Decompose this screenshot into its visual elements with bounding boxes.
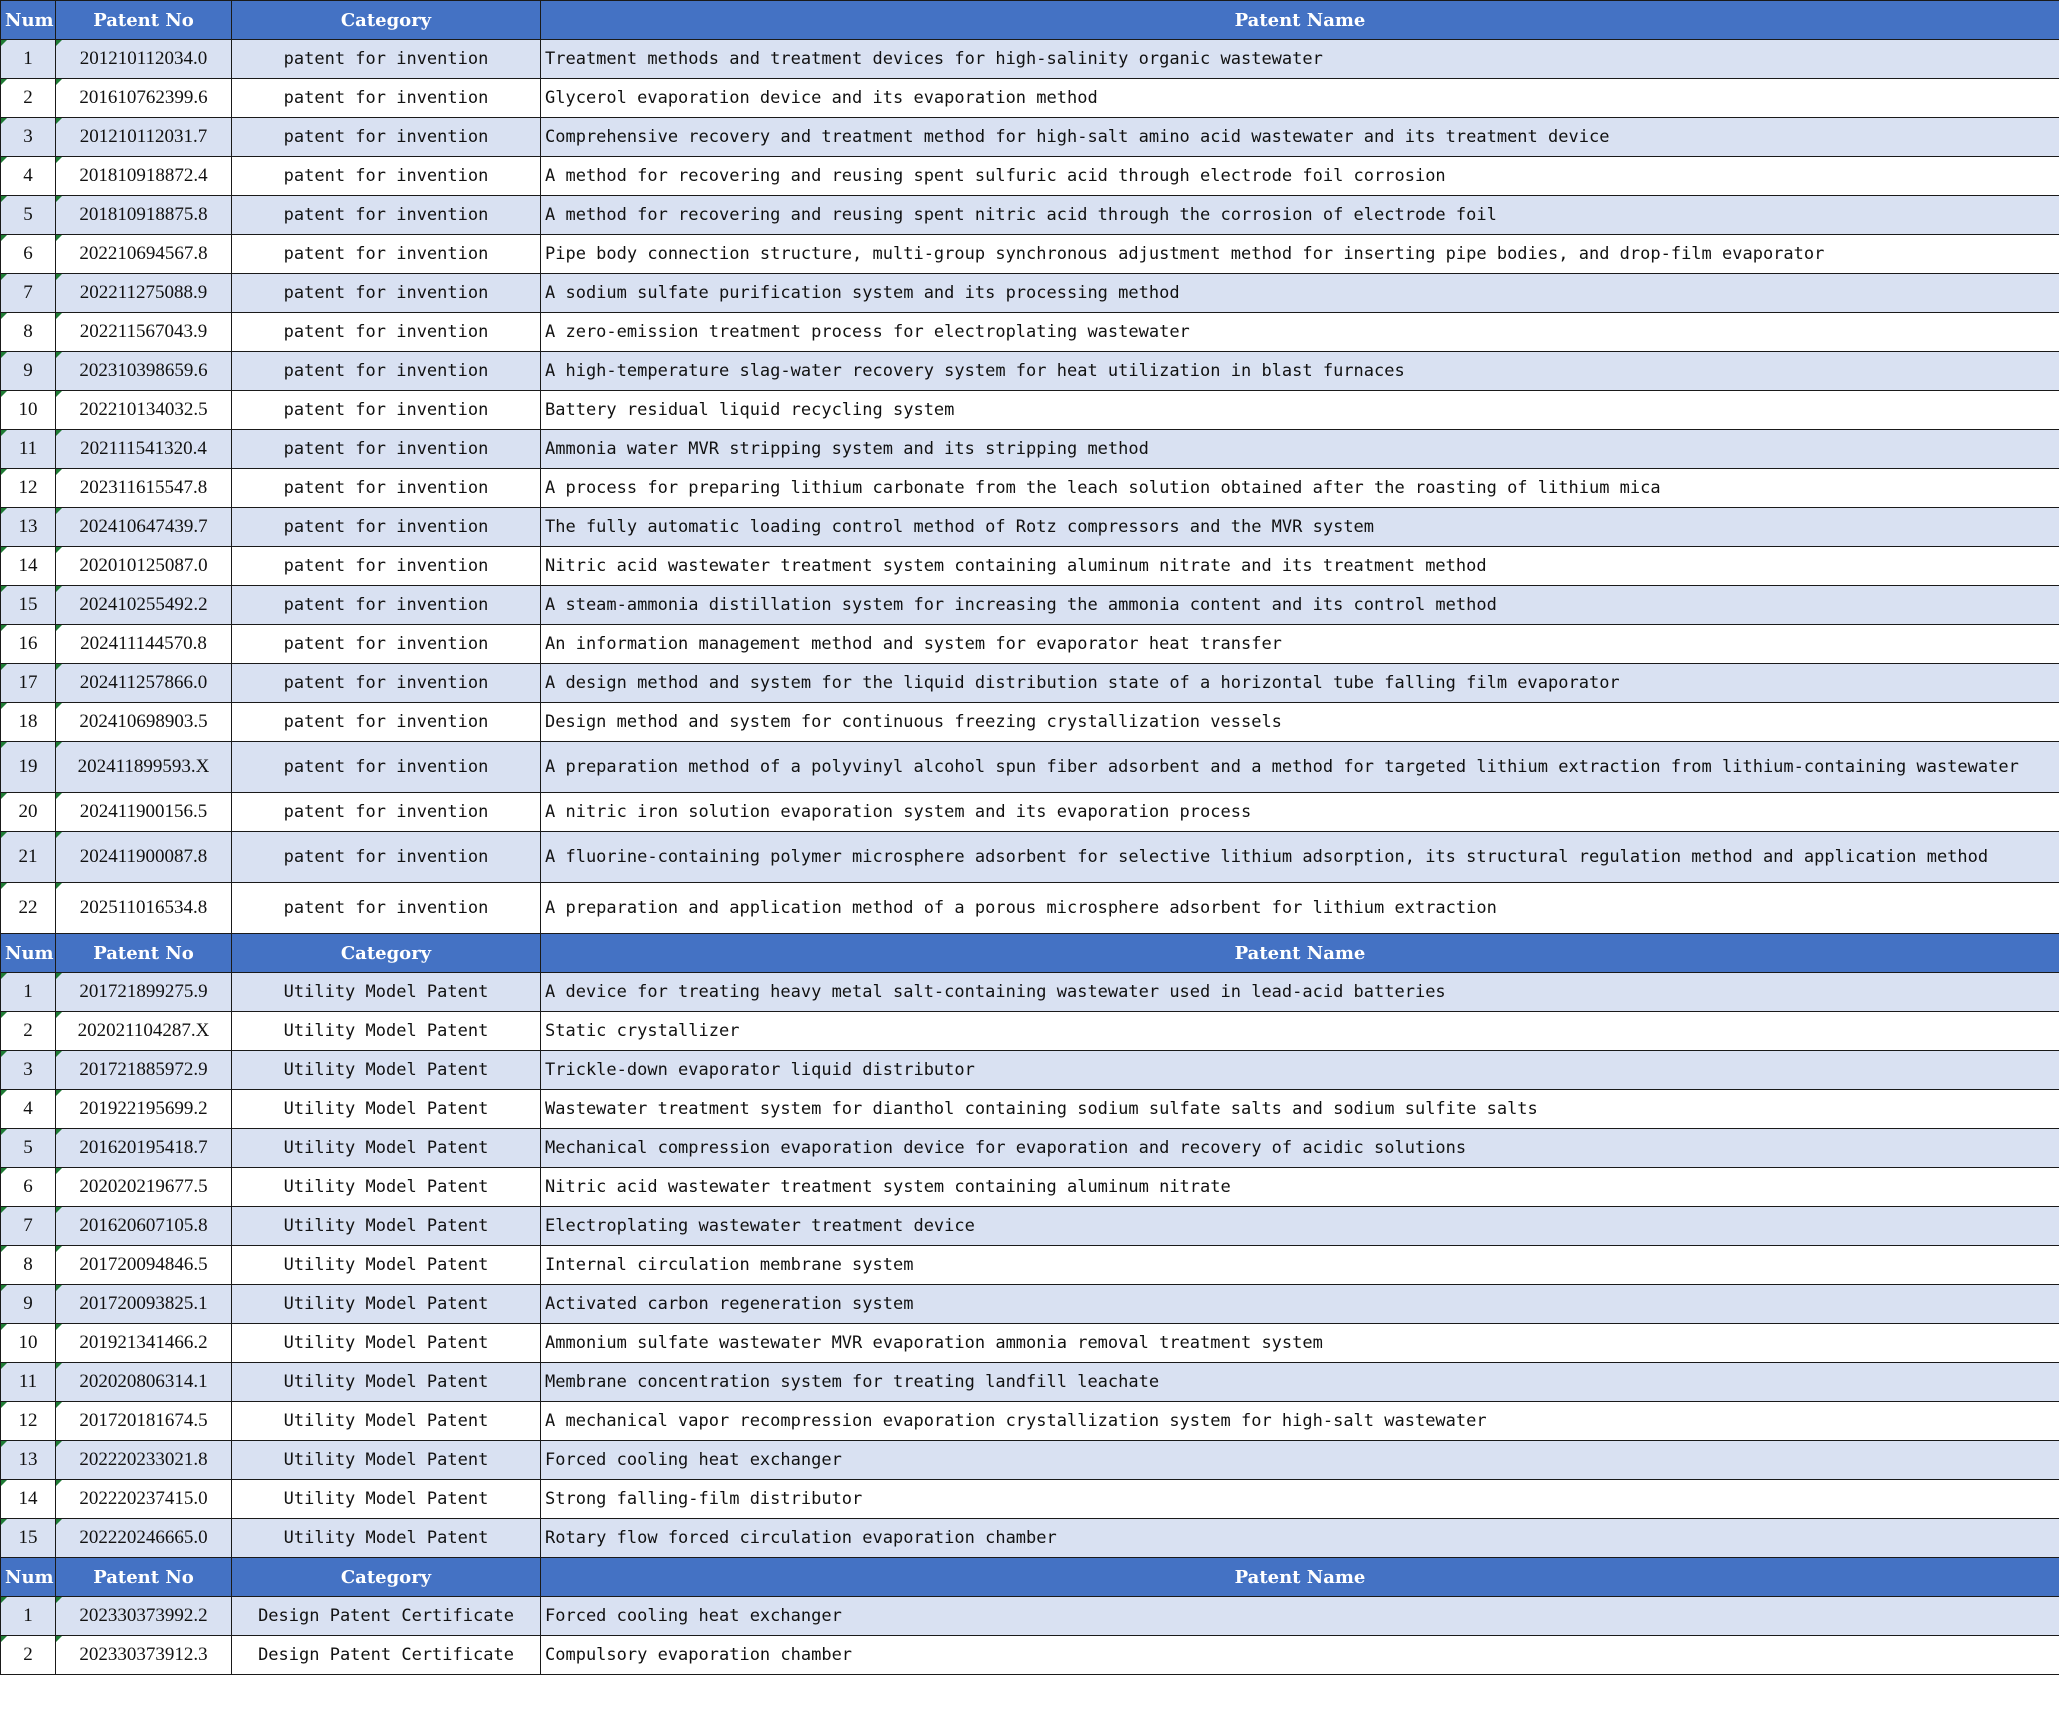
cell-num[interactable]: 11 (1, 430, 56, 469)
table-row[interactable] (1, 1285, 2059, 1324)
cell-category[interactable]: patent for invention (232, 157, 541, 196)
table-row[interactable] (1, 1207, 2059, 1246)
cell-num[interactable]: 19 (1, 742, 56, 793)
cell-category[interactable]: patent for invention (232, 469, 541, 508)
cell-patent-no[interactable]: 202410647439.7 (56, 508, 232, 547)
cell-num[interactable]: 21 (1, 832, 56, 883)
table-header-row (1, 1558, 2059, 1597)
cell-name[interactable]: Membrane concentration system for treating landfill leachate (541, 1363, 2059, 1402)
cell-name[interactable]: A fluorine-containing polymer microsphere adsorbent for selective lithium adsorption, its structural regulation method and application method (541, 832, 2059, 883)
cell-name[interactable]: A nitric iron solution evaporation system and its evaporation process (541, 793, 2059, 832)
table-row[interactable] (1, 235, 2059, 274)
table-row[interactable] (1, 352, 2059, 391)
cell-name[interactable]: Ammonia water MVR stripping system and its stripping method (541, 430, 2059, 469)
column-header-name[interactable]: Patent Name (541, 1, 2059, 40)
cell-patent-no[interactable]: 202411899593.X (56, 742, 232, 793)
cell-category[interactable]: Utility Model Patent (232, 1480, 541, 1519)
cell-category[interactable]: patent for invention (232, 196, 541, 235)
cell-num[interactable]: 7 (1, 274, 56, 313)
cell-name[interactable]: Rotary flow forced circulation evaporation chamber (541, 1519, 2059, 1558)
cell-category[interactable]: Design Patent Certificate (232, 1636, 541, 1675)
cell-patent-no[interactable]: 202020219677.5 (56, 1168, 232, 1207)
cell-num[interactable]: 5 (1, 196, 56, 235)
cell-num[interactable]: 1 (1, 973, 56, 1012)
column-header-category[interactable]: Category (232, 1558, 541, 1597)
cell-name[interactable]: A device for treating heavy metal salt-containing wastewater used in lead-acid batteries (541, 973, 2059, 1012)
cell-num[interactable]: 10 (1, 1324, 56, 1363)
cell-category[interactable]: Utility Model Patent (232, 1129, 541, 1168)
cell-patent-no[interactable]: 202311615547.8 (56, 469, 232, 508)
cell-patent-no[interactable]: 201620195418.7 (56, 1129, 232, 1168)
cell-category[interactable]: patent for invention (232, 391, 541, 430)
cell-category[interactable]: patent for invention (232, 883, 541, 934)
cell-name[interactable]: A method for recovering and reusing spent sulfuric acid through electrode foil corrosion (541, 157, 2059, 196)
cell-name[interactable]: Nitric acid wastewater treatment system containing aluminum nitrate and its treatment method (541, 547, 2059, 586)
cell-category[interactable]: patent for invention (232, 313, 541, 352)
cell-num[interactable]: 8 (1, 313, 56, 352)
cell-name[interactable]: Forced cooling heat exchanger (541, 1597, 2059, 1636)
cell-name[interactable]: A preparation and application method of a porous microsphere adsorbent for lithium extraction (541, 883, 2059, 934)
cell-name[interactable]: Compulsory evaporation chamber (541, 1636, 2059, 1675)
cell-name[interactable]: Electroplating wastewater treatment device (541, 1207, 2059, 1246)
table-header-row (1, 1, 2059, 40)
cell-patent-no[interactable]: 202021104287.X (56, 1012, 232, 1051)
cell-name[interactable]: The fully automatic loading control method of Rotz compressors and the MVR system (541, 508, 2059, 547)
cell-patent-no[interactable]: 201810918875.8 (56, 196, 232, 235)
table-row[interactable] (1, 547, 2059, 586)
cell-name[interactable]: A design method and system for the liquid distribution state of a horizontal tube falling film evaporator (541, 664, 2059, 703)
cell-category[interactable]: patent for invention (232, 274, 541, 313)
cell-patent-no[interactable]: 201210112031.7 (56, 118, 232, 157)
cell-category[interactable]: Utility Model Patent (232, 1519, 541, 1558)
cell-num[interactable]: 15 (1, 1519, 56, 1558)
table-row[interactable] (1, 40, 2059, 79)
cell-category[interactable]: patent for invention (232, 742, 541, 793)
cell-category[interactable]: patent for invention (232, 508, 541, 547)
cell-category[interactable]: Utility Model Patent (232, 1324, 541, 1363)
cell-num[interactable]: 10 (1, 391, 56, 430)
cell-num[interactable]: 6 (1, 235, 56, 274)
cell-patent-no[interactable]: 202210694567.8 (56, 235, 232, 274)
table-row[interactable] (1, 742, 2059, 793)
cell-category[interactable]: patent for invention (232, 352, 541, 391)
cell-patent-no[interactable]: 202410255492.2 (56, 586, 232, 625)
table-row[interactable] (1, 313, 2059, 352)
cell-num[interactable]: 2 (1, 79, 56, 118)
cell-patent-no[interactable]: 201810918872.4 (56, 157, 232, 196)
cell-category[interactable]: patent for invention (232, 430, 541, 469)
cell-num[interactable]: 18 (1, 703, 56, 742)
cell-num[interactable]: 8 (1, 1246, 56, 1285)
cell-patent-no[interactable]: 201720094846.5 (56, 1246, 232, 1285)
cell-patent-no[interactable]: 202411257866.0 (56, 664, 232, 703)
cell-category[interactable]: Utility Model Patent (232, 1441, 541, 1480)
cell-category[interactable]: Utility Model Patent (232, 1285, 541, 1324)
column-header-name[interactable]: Patent Name (541, 1558, 2059, 1597)
table-row[interactable] (1, 883, 2059, 934)
table-row[interactable] (1, 703, 2059, 742)
table-row[interactable] (1, 1168, 2059, 1207)
cell-num[interactable]: 4 (1, 157, 56, 196)
cell-patent-no[interactable]: 202330373992.2 (56, 1597, 232, 1636)
table-row[interactable] (1, 508, 2059, 547)
cell-name[interactable]: A steam-ammonia distillation system for increasing the ammonia content and its control method (541, 586, 2059, 625)
cell-num[interactable]: 16 (1, 625, 56, 664)
table-row[interactable] (1, 469, 2059, 508)
cell-name[interactable]: Design method and system for continuous freezing crystallization vessels (541, 703, 2059, 742)
cell-num[interactable]: 13 (1, 508, 56, 547)
cell-num[interactable]: 9 (1, 352, 56, 391)
cell-category[interactable]: patent for invention (232, 586, 541, 625)
column-header-patent-no[interactable]: Patent No (56, 934, 232, 973)
column-header-name[interactable]: Patent Name (541, 934, 2059, 973)
cell-name[interactable]: Mechanical compression evaporation device for evaporation and recovery of acidic solutions (541, 1129, 2059, 1168)
cell-category[interactable]: patent for invention (232, 40, 541, 79)
cell-category[interactable]: patent for invention (232, 235, 541, 274)
cell-category[interactable]: patent for invention (232, 703, 541, 742)
table-row[interactable] (1, 1441, 2059, 1480)
cell-name[interactable]: A mechanical vapor recompression evaporation crystallization system for high-salt wastewater (541, 1402, 2059, 1441)
cell-num[interactable]: 4 (1, 1090, 56, 1129)
cell-num[interactable]: 7 (1, 1207, 56, 1246)
cell-num[interactable]: 12 (1, 1402, 56, 1441)
cell-num[interactable]: 1 (1, 40, 56, 79)
cell-name[interactable]: Comprehensive recovery and treatment method for high-salt amino acid wastewater and its treatment device (541, 118, 2059, 157)
table-row[interactable] (1, 1090, 2059, 1129)
column-header-patent-no[interactable]: Patent No (56, 1, 232, 40)
cell-category[interactable]: Design Patent Certificate (232, 1597, 541, 1636)
cell-patent-no[interactable]: 202211567043.9 (56, 313, 232, 352)
cell-category[interactable]: Utility Model Patent (232, 1246, 541, 1285)
cell-category[interactable]: patent for invention (232, 664, 541, 703)
cell-name[interactable]: Pipe body connection structure, multi-group synchronous adjustment method for inserting pipe bodies, and drop-film evaporator (541, 235, 2059, 274)
cell-category[interactable]: patent for invention (232, 79, 541, 118)
table-row[interactable] (1, 1519, 2059, 1558)
cell-patent-no[interactable]: 202220237415.0 (56, 1480, 232, 1519)
table-row[interactable] (1, 79, 2059, 118)
cell-num[interactable]: 12 (1, 469, 56, 508)
cell-name[interactable]: A preparation method of a polyvinyl alcohol spun fiber adsorbent and a method for targeted lithium extraction from lithium-containing wastewater (541, 742, 2059, 793)
table-row[interactable] (1, 1363, 2059, 1402)
column-header-category[interactable]: Category (232, 934, 541, 973)
cell-patent-no[interactable]: 202411144570.8 (56, 625, 232, 664)
cell-category[interactable]: Utility Model Patent (232, 1207, 541, 1246)
cell-patent-no[interactable]: 202210134032.5 (56, 391, 232, 430)
cell-name[interactable]: Treatment methods and treatment devices for high-salinity organic wastewater (541, 40, 2059, 79)
cell-patent-no[interactable]: 202410698903.5 (56, 703, 232, 742)
cell-patent-no[interactable]: 201720181674.5 (56, 1402, 232, 1441)
patent-table-body (1, 1, 2059, 1675)
cell-name[interactable]: Forced cooling heat exchanger (541, 1441, 2059, 1480)
cell-num[interactable]: 3 (1, 1051, 56, 1090)
cell-category[interactable]: Utility Model Patent (232, 1051, 541, 1090)
cell-num[interactable]: 6 (1, 1168, 56, 1207)
cell-patent-no[interactable]: 201210112034.0 (56, 40, 232, 79)
cell-name[interactable]: Nitric acid wastewater treatment system containing aluminum nitrate (541, 1168, 2059, 1207)
cell-patent-no[interactable]: 202010125087.0 (56, 547, 232, 586)
cell-num[interactable]: 20 (1, 793, 56, 832)
table-header-row (1, 934, 2059, 973)
cell-patent-no[interactable]: 201610762399.6 (56, 79, 232, 118)
cell-name[interactable]: An information management method and system for evaporator heat transfer (541, 625, 2059, 664)
cell-category[interactable]: patent for invention (232, 793, 541, 832)
cell-category[interactable]: Utility Model Patent (232, 1090, 541, 1129)
table-row[interactable] (1, 625, 2059, 664)
table-row[interactable] (1, 1597, 2059, 1636)
table-row[interactable] (1, 196, 2059, 235)
table-row[interactable] (1, 1636, 2059, 1675)
table-row[interactable] (1, 118, 2059, 157)
cell-patent-no[interactable]: 202310398659.6 (56, 352, 232, 391)
cell-name[interactable]: Wastewater treatment system for dianthol containing sodium sulfate salts and sodium sulfite salts (541, 1090, 2059, 1129)
table-row[interactable] (1, 274, 2059, 313)
cell-name[interactable]: Internal circulation membrane system (541, 1246, 2059, 1285)
cell-category[interactable]: patent for invention (232, 832, 541, 883)
table-row[interactable] (1, 664, 2059, 703)
cell-name[interactable]: Trickle-down evaporator liquid distributor (541, 1051, 2059, 1090)
cell-category[interactable]: Utility Model Patent (232, 1363, 541, 1402)
table-row[interactable] (1, 832, 2059, 883)
cell-patent-no[interactable]: 202020806314.1 (56, 1363, 232, 1402)
cell-num[interactable]: 15 (1, 586, 56, 625)
cell-name[interactable]: Ammonium sulfate wastewater MVR evaporation ammonia removal treatment system (541, 1324, 2059, 1363)
cell-patent-no[interactable]: 201620607105.8 (56, 1207, 232, 1246)
cell-num[interactable]: 1 (1, 1597, 56, 1636)
cell-category[interactable]: Utility Model Patent (232, 1402, 541, 1441)
cell-name[interactable]: Battery residual liquid recycling system (541, 391, 2059, 430)
cell-category[interactable]: Utility Model Patent (232, 1012, 541, 1051)
cell-patent-no[interactable]: 201721885972.9 (56, 1051, 232, 1090)
cell-num[interactable]: 14 (1, 547, 56, 586)
cell-name[interactable]: Activated carbon regeneration system (541, 1285, 2059, 1324)
table-row[interactable] (1, 391, 2059, 430)
cell-num[interactable]: 13 (1, 1441, 56, 1480)
table-row[interactable] (1, 1246, 2059, 1285)
table-row[interactable] (1, 1129, 2059, 1168)
cell-num[interactable]: 9 (1, 1285, 56, 1324)
table-row[interactable] (1, 157, 2059, 196)
cell-patent-no[interactable]: 201720093825.1 (56, 1285, 232, 1324)
cell-category[interactable]: Utility Model Patent (232, 1168, 541, 1207)
cell-patent-no[interactable]: 202511016534.8 (56, 883, 232, 934)
table-row[interactable] (1, 1480, 2059, 1519)
cell-num[interactable]: 3 (1, 118, 56, 157)
cell-patent-no[interactable]: 202411900156.5 (56, 793, 232, 832)
table-row[interactable] (1, 586, 2059, 625)
cell-num[interactable]: 17 (1, 664, 56, 703)
table-row[interactable] (1, 1051, 2059, 1090)
cell-name[interactable]: A sodium sulfate purification system and its processing method (541, 274, 2059, 313)
cell-name[interactable]: A method for recovering and reusing spent nitric acid through the corrosion of electrode foil (541, 196, 2059, 235)
cell-category[interactable]: patent for invention (232, 625, 541, 664)
table-row[interactable] (1, 1012, 2059, 1051)
table-row[interactable] (1, 1324, 2059, 1363)
cell-patent-no[interactable]: 201921341466.2 (56, 1324, 232, 1363)
cell-category[interactable]: patent for invention (232, 118, 541, 157)
cell-category[interactable]: Utility Model Patent (232, 973, 541, 1012)
cell-name[interactable]: A high-temperature slag-water recovery system for heat utilization in blast furnaces (541, 352, 2059, 391)
cell-name[interactable]: Strong falling-film distributor (541, 1480, 2059, 1519)
table-row[interactable] (1, 430, 2059, 469)
cell-category[interactable]: patent for invention (232, 547, 541, 586)
column-header-num[interactable]: Num (1, 934, 56, 973)
cell-num[interactable]: 11 (1, 1363, 56, 1402)
column-header-num[interactable]: Num (1, 1, 56, 40)
cell-num[interactable]: 22 (1, 883, 56, 934)
cell-patent-no[interactable]: 202111541320.4 (56, 430, 232, 469)
column-header-category[interactable]: Category (232, 1, 541, 40)
column-header-patent-no[interactable]: Patent No (56, 1558, 232, 1597)
cell-num[interactable]: 2 (1, 1012, 56, 1051)
cell-name[interactable]: Glycerol evaporation device and its evaporation method (541, 79, 2059, 118)
table-row[interactable] (1, 1402, 2059, 1441)
cell-name[interactable]: A zero-emission treatment process for electroplating wastewater (541, 313, 2059, 352)
table-row[interactable] (1, 793, 2059, 832)
cell-num[interactable]: 2 (1, 1636, 56, 1675)
column-header-num[interactable]: Num (1, 1558, 56, 1597)
table-row[interactable] (1, 973, 2059, 1012)
cell-patent-no[interactable]: 202330373912.3 (56, 1636, 232, 1675)
cell-num[interactable]: 5 (1, 1129, 56, 1168)
cell-name[interactable]: A process for preparing lithium carbonate from the leach solution obtained after the roasting of lithium mica (541, 469, 2059, 508)
cell-patent-no[interactable]: 202411900087.8 (56, 832, 232, 883)
cell-patent-no[interactable]: 201721899275.9 (56, 973, 232, 1012)
cell-name[interactable]: Static crystallizer (541, 1012, 2059, 1051)
cell-patent-no[interactable]: 202211275088.9 (56, 274, 232, 313)
cell-patent-no[interactable]: 202220233021.8 (56, 1441, 232, 1480)
cell-patent-no[interactable]: 202220246665.0 (56, 1519, 232, 1558)
cell-num[interactable]: 14 (1, 1480, 56, 1519)
cell-patent-no[interactable]: 201922195699.2 (56, 1090, 232, 1129)
